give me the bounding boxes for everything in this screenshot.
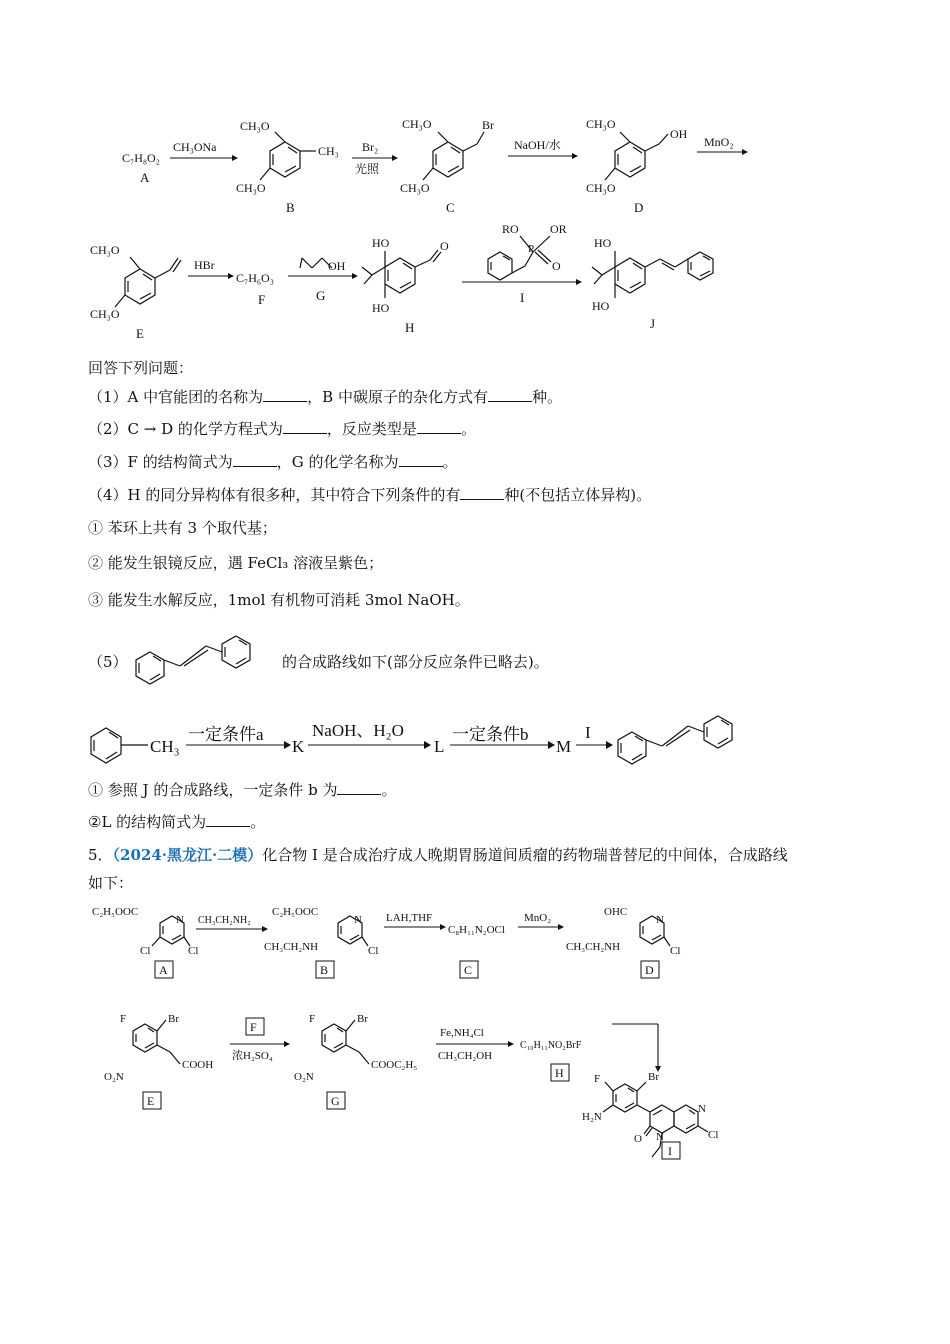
C-br: Br (482, 118, 494, 132)
q5-compound-I (603, 1082, 708, 1157)
q5-arrow-5-head (508, 1041, 514, 1047)
q5-compound-A (152, 916, 190, 946)
route-cond-a: 一定条件a (188, 725, 264, 744)
label-H: H (405, 320, 415, 335)
H-ho-top: HO (372, 236, 390, 250)
question-5-prefix: （5） (88, 653, 128, 671)
route-ch3: CH₃ (150, 737, 180, 756)
q5-reagent-h2so4: 浓H₂SO₄ (232, 1050, 273, 1062)
c3-naoh: 3mol NaOH (364, 591, 455, 609)
q5-label-E: E (147, 1094, 155, 1108)
q5-B-cl: Cl (368, 945, 379, 957)
compound-B-ring (260, 132, 316, 180)
q5-text-1: 化合物 I 是合成治疗成人晚期胃肠道间质瘤的药物瑞普替尼的中间体，合成路线 (262, 846, 788, 864)
arrow-4-head (742, 149, 748, 155)
c3-text-c: 。 (454, 591, 470, 609)
q5-arrow-1-head (262, 926, 268, 932)
question5-line1 (88, 845, 788, 865)
label-G: G (316, 288, 326, 303)
route-m: M (556, 737, 572, 756)
q5-label-H: H (555, 1066, 564, 1080)
label-A: A (140, 170, 150, 185)
route-stilbene-product (618, 716, 732, 764)
E-och3-bottom: CH₃O (90, 307, 120, 321)
synthesis-route-q5 (84, 702, 764, 780)
q1-text-a: （1）A 中官能团的名称为 (88, 388, 264, 406)
q5-compound-B (338, 916, 368, 946)
c2-text-c: 溶液呈紫色； (288, 554, 384, 572)
q5-reagent-ethylamine: CH₃CH₂NH₂ (198, 915, 251, 926)
q5-G-f: F (309, 1013, 316, 1025)
question-4 (88, 485, 651, 505)
question-1 (88, 387, 562, 407)
question5-line2: 如下： (88, 874, 134, 892)
q3-text-a: （3）F 的结构简式为 (88, 453, 233, 471)
q5-B-n: N (354, 914, 362, 926)
H-ho-bottom: HO (372, 301, 390, 315)
q5-reagent-F: F (250, 1020, 257, 1034)
q5-D-amine: CH₃CH₂NH (566, 941, 621, 953)
route-naoh-h2o: NaOH、H₂O (312, 721, 404, 740)
condition-3 (88, 590, 470, 610)
route-arrow-naoh-head (424, 741, 431, 749)
label-C: C (446, 200, 455, 215)
q5-A-cl1: Cl (140, 945, 151, 957)
route-arrow-a-head (284, 741, 291, 749)
q5-I-cl: Cl (708, 1129, 719, 1141)
q5-G-no2: O₂N (294, 1071, 314, 1083)
arrow-7-head (576, 279, 582, 285)
D-och3-bottom: CH₃O (586, 181, 616, 195)
q5-C-formula: C₈H₁₁N₂OCl (448, 924, 505, 936)
label-D: D (634, 200, 644, 215)
route-k: K (292, 737, 305, 756)
label-F: F (258, 292, 266, 307)
q5-reagent-mno2: MnO₂ (524, 912, 552, 924)
q4-text-a: （4）H 的同分异构体有很多种，其中符合下列条件的有 (88, 486, 461, 504)
question-3 (88, 452, 458, 472)
stilbene-structure (128, 626, 280, 690)
label-I: I (520, 290, 525, 305)
q5-compound-G (322, 1020, 369, 1064)
arrow-1-head (232, 155, 238, 161)
B-och3-bottom: CH₃O (236, 181, 266, 195)
q5-I-h2n: H₂N (582, 1111, 602, 1123)
q1-blank-1[interactable] (263, 387, 307, 402)
reagent-I-structure (488, 236, 551, 280)
arrow-5-head (228, 273, 234, 279)
q5-I-n-ring: N (698, 1103, 706, 1115)
q5-source: （2024·黑龙江·二模） (112, 846, 263, 864)
q5-I-n: N (656, 1131, 664, 1143)
compound-A-formula: C₇H₈O₂ (122, 151, 160, 165)
reagent-br2: Br₂ (362, 140, 379, 154)
arrow-2-head (392, 155, 398, 161)
q5-D-n: N (656, 914, 664, 926)
condition-2 (88, 553, 383, 573)
compound-D-ring (605, 132, 668, 180)
H-aldehyde-o: O (440, 239, 449, 253)
route-arrow-b-head (548, 741, 555, 749)
route-cond-b: 一定条件b (452, 725, 529, 744)
s2-text-b: 。 (250, 813, 266, 831)
q1-text-b: ，B 中碳原子的杂化方式有 (307, 388, 488, 406)
q5-E-cooh: COOH (182, 1059, 214, 1071)
C-och3-bottom: CH₃O (400, 181, 430, 195)
q3-text-c: 。 (442, 453, 458, 471)
q5-E-f: F (120, 1013, 127, 1025)
I-p: P (528, 243, 535, 255)
q5-I-f: F (594, 1073, 601, 1085)
q5-number: 5． (88, 846, 113, 864)
D-och3-top: CH₃O (586, 117, 616, 131)
q5-label-B: B (320, 963, 329, 977)
q5-H-formula: C₁₀H₁₁NO₂BrF (520, 1040, 582, 1051)
q5-I-br: Br (648, 1071, 659, 1083)
I-ro: RO (502, 222, 519, 236)
E-och3-top: CH₃O (90, 243, 120, 257)
q3-blank-1[interactable] (233, 452, 277, 467)
q3-text-b: ，G 的化学名称为 (276, 453, 399, 471)
q5-G-br: Br (357, 1013, 368, 1025)
compound-J-structure (592, 251, 713, 298)
q5-label-G: G (331, 1094, 340, 1108)
q2-text-c: 。 (460, 420, 476, 438)
q5-compound-D (640, 916, 670, 946)
q5-reagent-lah: LAH,THF (386, 912, 433, 924)
s1-text-a: ① 参照 J 的合成路线，一定条件 b 为 (88, 781, 338, 799)
s1-text-b: 。 (381, 781, 397, 799)
q5-B-ester: C₂H₅OOC (272, 906, 319, 918)
q5-label-D: D (645, 963, 654, 977)
q5-label-C: C (464, 963, 473, 977)
B-och3-top: CH₃O (240, 119, 270, 133)
q1-blank-2[interactable] (488, 387, 532, 402)
q2-text-a: （2）C → D 的化学方程式为 (88, 420, 283, 438)
q5-E-no2: O₂N (104, 1071, 124, 1083)
q5-B-amine: CH₃CH₂NH (264, 941, 319, 953)
condition-1: ① 苯环上共有 3 个取代基； (88, 519, 277, 537)
q5-label-A: A (159, 963, 168, 977)
q5-G-ester: COOC₂H₅ (371, 1059, 418, 1071)
arrow-3-head (572, 153, 578, 159)
route-l: L (434, 737, 445, 756)
s2-text-a: ②L 的结构简式为 (88, 813, 207, 831)
q4-blank-1[interactable] (460, 485, 504, 500)
questions-intro: 回答下列问题： (88, 359, 194, 377)
compound-F-formula: C₇H₆O₃ (236, 271, 274, 285)
q2-blank-1[interactable] (283, 419, 327, 434)
J-ho-top: HO (594, 236, 612, 250)
q5-reagent-ethanol: CH₃CH₂OH (438, 1050, 493, 1062)
reagent-mno2: MnO₂ (704, 135, 734, 149)
label-J: J (650, 316, 656, 331)
sub-question-1 (88, 780, 396, 800)
reagent-hbr: HBr (194, 258, 215, 272)
B-ch3: CH₃ (318, 144, 339, 158)
q5-A-ester: C₂H₅OOC (92, 906, 139, 918)
I-or: OR (550, 222, 567, 236)
route-i: I (585, 723, 591, 742)
q5-D-ohc: OHC (604, 906, 628, 918)
sub-question-2 (88, 812, 265, 832)
scheme1-row2 (0, 222, 950, 342)
c2-fecl3: FeCl₃ (247, 554, 289, 572)
q5-arrow-3-head (558, 924, 564, 930)
label-E: E (136, 326, 144, 341)
q5-A-cl2: Cl (188, 945, 199, 957)
q5-compound-E (133, 1020, 180, 1064)
q5-scheme-row1 (0, 896, 950, 986)
compound-E-ring (115, 257, 181, 307)
q3-blank-2[interactable] (399, 452, 443, 467)
I-o: O (552, 259, 561, 273)
reagent-naoh-water: NaOH/水 (514, 138, 561, 152)
q2-blank-2[interactable] (417, 419, 461, 434)
q4-text-b: 种(不包括立体异构)。 (504, 486, 652, 504)
q5-E-br: Br (168, 1013, 179, 1025)
G-oh: OH (328, 259, 346, 273)
q5-label-I: I (668, 1144, 672, 1158)
q5-scheme-row2 (0, 1002, 950, 1172)
q1-text-c: 种。 (531, 388, 562, 406)
c2-text-a: ② 能发生银镜反应，遇 (88, 554, 248, 572)
c3-text-a: ③ 能发生水解反应，1mol 有机物可消耗 (88, 591, 365, 609)
D-oh: OH (670, 127, 688, 141)
q5-I-o: O (634, 1133, 642, 1145)
q5-A-n: N (176, 914, 184, 926)
scheme1-row1 (0, 100, 950, 220)
question-2 (88, 419, 476, 439)
q5-D-cl: Cl (670, 945, 681, 957)
compound-H-ring (362, 250, 441, 298)
q5-arrow-2-head (440, 924, 446, 930)
q5-arrow-4-head (284, 1041, 290, 1047)
q5-reagent-fe: Fe,NH₄Cl (440, 1027, 484, 1039)
label-B: B (286, 200, 295, 215)
C-och3-top: CH₃O (402, 117, 432, 131)
reagent-ch3ona: CH₃ONa (173, 140, 217, 154)
route-arrow-i-head (606, 741, 613, 749)
arrow-6-head (352, 273, 358, 279)
s2-blank[interactable] (206, 812, 250, 827)
question-5-text: 的合成路线如下(部分反应条件已略去)。 (282, 653, 549, 671)
s1-blank[interactable] (337, 780, 381, 795)
compound-C-ring (423, 132, 484, 180)
J-ho-bottom: HO (592, 299, 610, 313)
reagent-light: 光照 (355, 162, 380, 176)
q2-text-b: ，反应类型是 (326, 420, 417, 438)
